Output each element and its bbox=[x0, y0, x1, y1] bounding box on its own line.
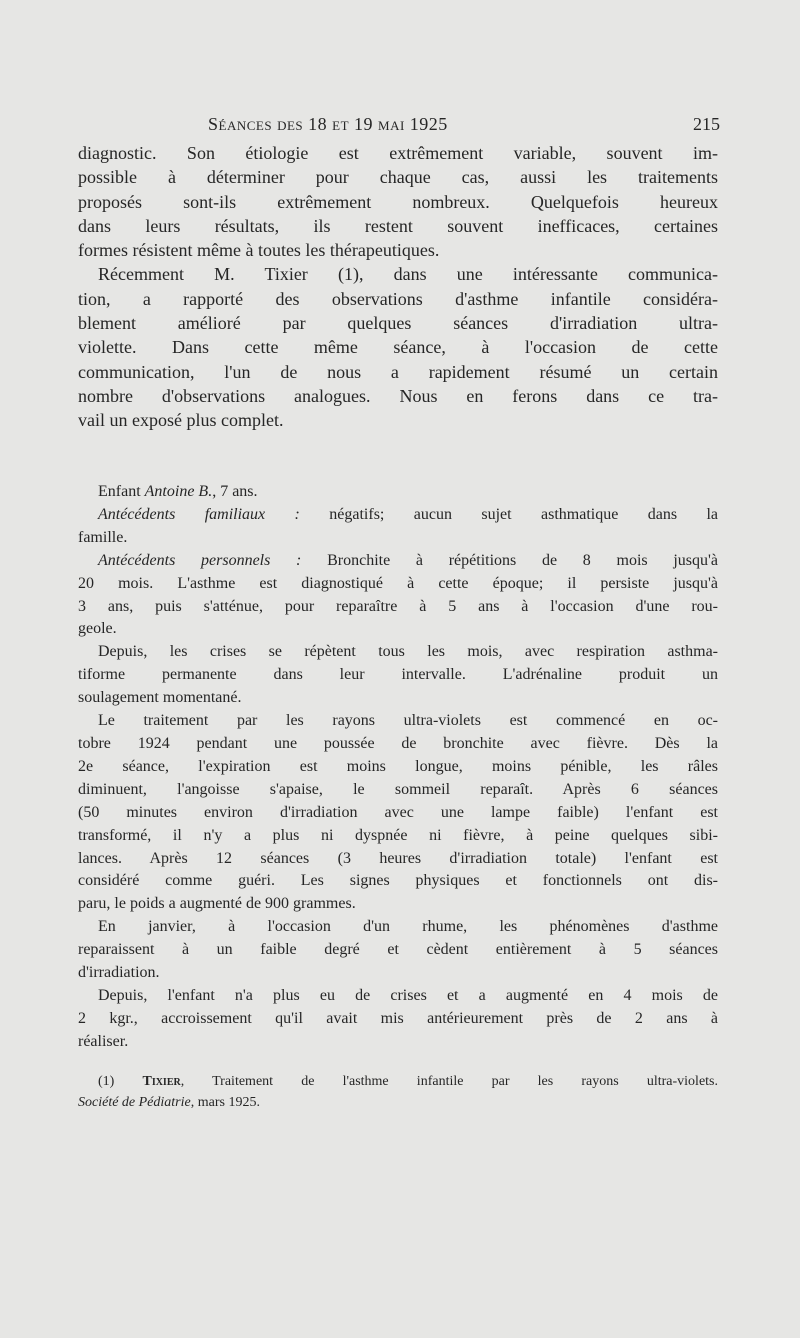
text-run: tiforme permanente dans leur intervalle. L'adrénaline produit un bbox=[78, 666, 718, 684]
footnote bbox=[78, 1071, 718, 1113]
text-run: (50 minutes environ d'irradiation avec une lampe faible) l'enfant est bbox=[78, 803, 718, 821]
paragraph bbox=[78, 262, 718, 432]
text-run: réaliser. bbox=[78, 1032, 129, 1050]
text-run: formes résistent même à toutes les thérapeutiques. bbox=[78, 240, 440, 261]
body-text-intro bbox=[78, 141, 718, 433]
author-name: Tixier bbox=[142, 1074, 181, 1089]
text-line bbox=[78, 335, 718, 359]
text-line bbox=[78, 190, 718, 214]
text-run: , mars 1925. bbox=[190, 1095, 260, 1110]
text-line bbox=[78, 596, 718, 619]
text-line bbox=[78, 848, 718, 871]
text-run: reparaissent à un faible degré et cèdent entièrement à 5 séances bbox=[78, 941, 718, 959]
text-run: négatifs; aucun sujet asthmatique dans la bbox=[299, 505, 719, 523]
text-line bbox=[78, 756, 718, 779]
text-run: proposés sont-ils extrêmement nombreux. Quelquefois heureux bbox=[78, 191, 718, 212]
page-number: 215 bbox=[693, 114, 720, 134]
text-line bbox=[78, 141, 718, 165]
text-run: diminuent, l'angoisse s'apaise, le sommeil reparaît. Après 6 séances bbox=[78, 780, 718, 798]
text-run: soulagement momentané. bbox=[78, 689, 242, 707]
text-line bbox=[78, 939, 718, 962]
text-line bbox=[78, 573, 718, 596]
text-line bbox=[78, 710, 718, 733]
text-run: Bronchite à répétitions de 8 mois jusqu'à bbox=[301, 551, 719, 569]
text-run: communication, l'un de nous a rapidement résumé un certain bbox=[78, 361, 718, 382]
text-line bbox=[78, 1071, 718, 1092]
text-line bbox=[78, 527, 718, 550]
text-run: possible à déterminer pour chaque cas, aussi les traitements bbox=[78, 167, 718, 188]
text-run: transformé, il n'y a plus ni dyspnée ni fièvre, à peine quelques sibi- bbox=[78, 826, 718, 844]
paragraph bbox=[78, 504, 718, 550]
text-run: Depuis, l'enfant n'a plus eu de crises et a augmenté en 4 mois de bbox=[98, 986, 718, 1004]
text-run: 20 mois. L'asthme est diagnostiqué à cette époque; il persiste jusqu'à bbox=[78, 574, 718, 592]
text-run: Depuis, les crises se répètent tous les mois, avec respiration asthma- bbox=[98, 643, 718, 661]
text-line bbox=[78, 916, 718, 939]
text-line bbox=[78, 641, 718, 664]
text-line bbox=[78, 165, 718, 189]
text-line bbox=[78, 408, 718, 432]
paragraph bbox=[78, 481, 718, 504]
text-line bbox=[78, 384, 718, 408]
text-line bbox=[78, 504, 718, 527]
text-run: (1) bbox=[98, 1074, 143, 1089]
paragraph bbox=[78, 141, 718, 262]
text-line bbox=[78, 962, 718, 985]
text-run: 3 ans, puis s'atténue, pour reparaître à 5 ans à l'occasion d'une rou- bbox=[78, 597, 718, 615]
text-run: vail un exposé plus complet. bbox=[78, 410, 284, 431]
text-run: paru, le poids a augmenté de 900 grammes. bbox=[78, 895, 356, 913]
text-run: dans leurs résultats, ils restent souvent inefficaces, certaines bbox=[78, 215, 718, 236]
text-line bbox=[78, 550, 718, 573]
text-run: famille. bbox=[78, 528, 128, 546]
text-line bbox=[78, 893, 718, 916]
paragraph bbox=[78, 916, 718, 985]
paragraph bbox=[78, 710, 718, 916]
paragraph bbox=[78, 985, 718, 1054]
text-run: , Traitement de l'asthme infantile par les rayons ultra-violets. bbox=[180, 1074, 718, 1089]
text-run: geole. bbox=[78, 620, 117, 638]
text-run: tobre 1924 pendant une poussée de bronchite avec fièvre. Dès la bbox=[78, 734, 718, 752]
text-run: , 7 ans. bbox=[212, 483, 258, 500]
paragraph bbox=[78, 641, 718, 710]
text-line bbox=[78, 618, 718, 641]
text-line bbox=[78, 1008, 718, 1031]
text-line bbox=[78, 825, 718, 848]
text-run: En janvier, à l'occasion d'un rhume, les phénomènes d'asthme bbox=[98, 918, 718, 936]
text-run: 2e séance, l'expiration est moins longue, moins pénible, les râles bbox=[78, 757, 718, 775]
text-line bbox=[78, 481, 718, 504]
text-line bbox=[78, 262, 718, 286]
text-run: Le traitement par les rayons ultra-violets est commencé en oc- bbox=[98, 712, 718, 730]
text-run: tion, a rapporté des observations d'asthme infantile considéra- bbox=[78, 288, 718, 309]
text-line bbox=[78, 1092, 718, 1113]
text-line bbox=[78, 779, 718, 802]
text-line bbox=[78, 311, 718, 335]
text-run: d'irradiation. bbox=[78, 964, 160, 982]
italic-run: Antoine B. bbox=[144, 483, 213, 500]
text-run: blement amélioré par quelques séances d'irradiation ultra- bbox=[78, 313, 718, 334]
italic-run: Société de Pédiatrie bbox=[78, 1095, 191, 1110]
text-line bbox=[78, 687, 718, 710]
case-observation bbox=[78, 481, 718, 1054]
text-line bbox=[78, 287, 718, 311]
italic-run: Antécédents personnels : bbox=[98, 551, 302, 569]
italic-run: Antécédents familiaux : bbox=[98, 505, 300, 523]
text-run: Enfant bbox=[98, 483, 145, 500]
text-line bbox=[78, 733, 718, 756]
text-line bbox=[78, 664, 718, 687]
text-run: Récemment M. Tixier (1), dans une intéressante communica- bbox=[98, 264, 718, 285]
text-run: considéré comme guéri. Les signes physiques et fonctionnels ont dis- bbox=[78, 872, 718, 890]
text-run: nombre d'observations analogues. Nous en ferons dans ce tra- bbox=[78, 385, 718, 406]
running-header bbox=[78, 114, 720, 140]
text-run: violette. Dans cette même séance, à l'occasion de cette bbox=[78, 337, 718, 358]
text-line bbox=[78, 238, 718, 262]
text-line bbox=[78, 802, 718, 825]
text-run: 2 kgr., accroissement qu'il avait mis antérieurement près de 2 ans à bbox=[78, 1009, 718, 1027]
paragraph bbox=[78, 1071, 718, 1113]
text-line bbox=[78, 1031, 718, 1054]
text-line bbox=[78, 870, 718, 893]
text-line bbox=[78, 214, 718, 238]
text-line bbox=[78, 985, 718, 1008]
text-run: diagnostic. Son étiologie est extrêmement variable, souvent im- bbox=[78, 143, 718, 163]
text-line bbox=[78, 360, 718, 384]
text-run: lances. Après 12 séances (3 heures d'irradiation totale) l'enfant est bbox=[78, 849, 718, 867]
paragraph bbox=[78, 550, 718, 642]
running-title: Séances des 18 et 19 mai 1925 bbox=[208, 114, 448, 134]
